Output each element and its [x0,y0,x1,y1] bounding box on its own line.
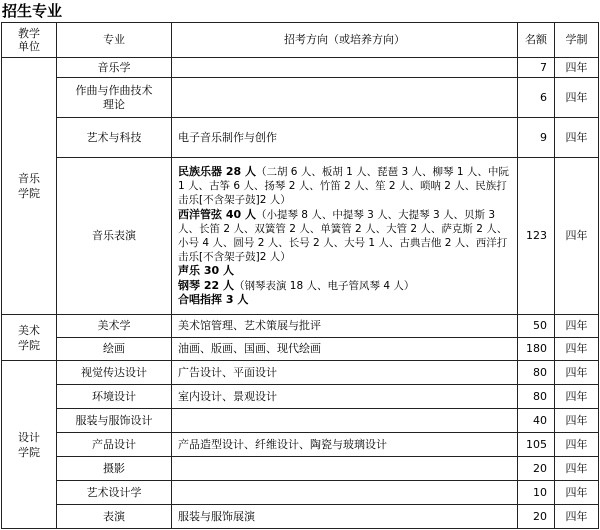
major-cell: 艺术设计学 [57,481,172,505]
major-cell: 环境设计 [57,385,172,409]
quota-cell: 180 [518,338,555,361]
direction-cell: 油画、版画、国画、现代绘画 [172,338,518,361]
direction-cell [172,481,518,505]
direction-cell: 产品造型设计、纤维设计、陶瓷与玻璃设计 [172,433,518,457]
table-row [2,481,599,505]
admissions-table [1,22,599,529]
quota-cell: 50 [518,315,555,338]
length-cell: 四年 [555,361,599,385]
header-direction: 招考方向（或培养方向） [172,23,518,58]
length-cell: 四年 [555,481,599,505]
category-detail: （小提琴 8 人、中提琴 3 人、大提琴 3 人、贝斯 3 人、长笛 2 人、双簧管 2 人、单簧管 2 人、大管 2 人、萨克斯 2 人、小号 4 人、圆号 2 人、长号 2 人、大号 1 人、古典吉他 2 人、西洋打击乐[不含架子鼓]2 人） [178,208,508,264]
table-row [2,361,599,385]
length-cell: 四年 [555,315,599,338]
category-detail: （二胡 6 人、板胡 1 人、琵琶 3 人、柳琴 1 人、中阮 1 人、古筝 6 人、扬琴 2 人、竹笛 2 人、笙 2 人、唢呐 2 人、民族打击乐[不含架子鼓]2 人） [178,165,509,207]
quota-cell: 6 [518,78,555,118]
length-cell: 四年 [555,78,599,118]
major-cell: 作曲与作曲技术理论 [57,78,172,118]
section-title: 招生专业 [2,2,63,20]
category-name: 民族乐器 28 人 [178,164,256,178]
unit-cell-music: 音乐学院 [2,58,57,315]
category-name: 合唱指挥 3 人 [178,292,249,306]
category-item [178,208,514,265]
length-cell: 四年 [555,58,599,78]
direction-cell: 电子音乐制作与创作 [172,118,518,158]
major-cell: 绘画 [57,338,172,361]
quota-cell: 123 [518,158,555,315]
quota-cell: 40 [518,409,555,433]
table-row [2,385,599,409]
unit-cell-art: 美术学院 [2,315,57,361]
table-row [2,409,599,433]
table-row [2,457,599,481]
quota-cell: 80 [518,385,555,409]
length-cell: 四年 [555,505,599,529]
major-cell: 产品设计 [57,433,172,457]
major-cell: 服装与服饰设计 [57,409,172,433]
length-cell: 四年 [555,385,599,409]
table-row [2,158,599,315]
length-cell: 四年 [555,158,599,315]
category-name: 声乐 30 人 [178,264,234,278]
direction-cell: 室内设计、景观设计 [172,385,518,409]
table-row [2,433,599,457]
length-cell: 四年 [555,409,599,433]
table-row [2,315,599,338]
major-cell: 音乐学 [57,58,172,78]
header-unit: 教学单位 [2,23,57,58]
major-cell: 艺术与科技 [57,118,172,158]
quota-cell: 20 [518,505,555,529]
quota-cell: 9 [518,118,555,158]
table-row [2,118,599,158]
major-cell: 表演 [57,505,172,529]
quota-cell: 7 [518,58,555,78]
direction-cell: 广告设计、平面设计 [172,361,518,385]
table-row [2,78,599,118]
quota-cell: 105 [518,433,555,457]
major-cell: 摄影 [57,457,172,481]
length-cell: 四年 [555,338,599,361]
length-cell: 四年 [555,118,599,158]
direction-cell [172,409,518,433]
table-row [2,338,599,361]
category-item [178,279,514,293]
quota-cell: 10 [518,481,555,505]
major-cell: 视觉传达设计 [57,361,172,385]
category-item [178,165,514,208]
direction-cell [172,457,518,481]
quota-cell: 20 [518,457,555,481]
length-cell: 四年 [555,457,599,481]
category-name: 西洋管弦 40 人 [178,207,256,221]
category-item [178,293,514,307]
category-name: 钢琴 22 人 [178,278,234,292]
direction-cell-performance [172,158,518,315]
direction-cell: 服装与服饰展演 [172,505,518,529]
unit-cell-design: 设计学院 [2,361,57,529]
direction-cell [172,58,518,78]
direction-cell: 美术馆管理、艺术策展与批评 [172,315,518,338]
major-cell: 美术学 [57,315,172,338]
table-header-row [2,23,599,58]
table-row [2,505,599,529]
category-item [178,264,514,278]
header-length: 学制 [555,23,599,58]
header-major: 专业 [57,23,172,58]
length-cell: 四年 [555,433,599,457]
table-row [2,58,599,78]
quota-cell: 80 [518,361,555,385]
direction-cell [172,78,518,118]
major-cell: 音乐表演 [57,158,172,315]
category-detail: （钢琴表演 18 人、电子管风琴 4 人） [233,279,415,292]
header-quota: 名额 [518,23,555,58]
